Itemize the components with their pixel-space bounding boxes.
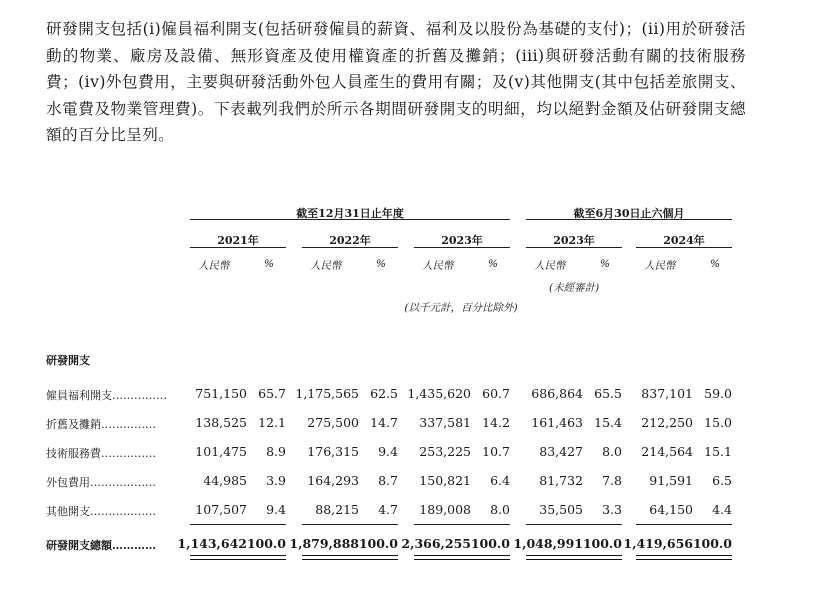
amount-cell: 1,879,888 [289, 536, 359, 551]
percent-cell: 9.4 [266, 502, 286, 517]
row-label: 折舊及攤銷…………… [46, 418, 156, 431]
percent-cell: 14.7 [370, 415, 398, 430]
year-rule [636, 247, 732, 248]
year-header-2022: 2022年 [329, 234, 371, 247]
amount-cell: 1,048,991 [513, 536, 583, 551]
percent-cell: 65.7 [258, 386, 286, 401]
amount-cell: 837,101 [641, 386, 693, 401]
percent-cell: 12.1 [258, 415, 286, 430]
amount-cell: 212,250 [641, 415, 693, 430]
amount-cell: 91,591 [649, 473, 693, 488]
amount-cell: 1,435,620 [407, 386, 471, 401]
amount-cell: 337,581 [419, 415, 471, 430]
total-row-label: 研發開支總額………… [46, 539, 156, 552]
year-rule [302, 247, 398, 248]
col-rmb: 人民幣 [422, 260, 454, 272]
amount-cell: 101,475 [195, 444, 247, 459]
percent-cell: 100.0 [358, 536, 398, 551]
amount-cell: 64,150 [649, 502, 693, 517]
percent-cell: 65.5 [594, 386, 622, 401]
percent-cell: 6.5 [712, 473, 732, 488]
row-label: 技術服務費…………… [46, 447, 156, 460]
percent-cell: 100.0 [582, 536, 622, 551]
percent-cell: 3.3 [602, 502, 622, 517]
amount-cell: 1,175,565 [295, 386, 359, 401]
amount-cell: 83,427 [539, 444, 583, 459]
amount-cell: 44,985 [203, 473, 247, 488]
intro-paragraph: 研發開支包括(i)僱員福利開支(包括研發僱員的薪資、福利及以股份為基礎的支付)；(ii)用於研發活動的物業、廠房及設備、無形資產及使用權資產的折舊及攤銷；(iii)與研發活動有關的技術服務費；(iv)外包費用，主要與研發活動外包人員產生的費用有關；及(v)其他開支(其中包括差旅開支、水電費及物業管理費)。下表載列我們於所示各期間研發開支的明細，均以絕對金額及佔研發開支總額的百分比呈列。 [46, 20, 746, 145]
year-rule [190, 247, 286, 248]
percent-cell: 4.4 [712, 502, 732, 517]
total-double-rule [636, 555, 732, 560]
year-header-2024-h1: 2024年 [663, 234, 705, 247]
percent-cell: 3.9 [266, 473, 286, 488]
subtotal-rule [302, 524, 398, 525]
group-rule-half [526, 219, 732, 220]
amount-cell: 164,293 [307, 473, 359, 488]
percent-cell: 9.4 [378, 444, 398, 459]
percent-cell: 59.0 [704, 386, 732, 401]
col-rmb: 人民幣 [644, 260, 676, 272]
amount-cell: 88,215 [315, 502, 359, 517]
amount-cell: 275,500 [307, 415, 359, 430]
col-pct: % [264, 258, 274, 270]
amount-cell: 81,732 [539, 473, 583, 488]
total-double-rule [526, 555, 622, 560]
col-pct: % [710, 258, 720, 270]
subtotal-rule [526, 524, 622, 525]
col-rmb: 人民幣 [198, 260, 230, 272]
col-rmb: 人民幣 [534, 260, 566, 272]
percent-cell: 8.0 [490, 502, 510, 517]
percent-cell: 8.9 [266, 444, 286, 459]
section-title: 研發開支 [46, 354, 90, 367]
percent-cell: 8.7 [378, 473, 398, 488]
year-header-2023-h1: 2023年 [553, 234, 595, 247]
amount-cell: 253,225 [419, 444, 471, 459]
percent-cell: 100.0 [692, 536, 732, 551]
amount-cell: 161,463 [531, 415, 583, 430]
amount-cell: 150,821 [419, 473, 471, 488]
amount-cell: 751,150 [195, 386, 247, 401]
percent-cell: 15.0 [704, 415, 732, 430]
amount-cell: 35,505 [539, 502, 583, 517]
percent-cell: 15.4 [594, 415, 622, 430]
subtotal-rule [190, 524, 286, 525]
col-pct: % [600, 258, 610, 270]
percent-cell: 4.7 [378, 502, 398, 517]
amount-cell: 686,864 [531, 386, 583, 401]
total-double-rule [302, 555, 398, 560]
col-rmb: 人民幣 [310, 260, 342, 272]
amount-cell: 189,008 [419, 502, 471, 517]
col-pct: % [376, 258, 386, 270]
percent-cell: 100.0 [246, 536, 286, 551]
percent-cell: 7.8 [602, 473, 622, 488]
unaudited-note: (未經審計) [549, 282, 600, 294]
amount-cell: 214,564 [641, 444, 693, 459]
row-label: 其他開支……………… [46, 505, 156, 518]
subtotal-rule [414, 524, 510, 525]
unit-note: (以千元計，百分比除外) [404, 302, 518, 314]
amount-cell: 1,143,642 [177, 536, 247, 551]
percent-cell: 60.7 [482, 386, 510, 401]
percent-cell: 8.0 [602, 444, 622, 459]
percent-cell: 14.2 [482, 415, 510, 430]
percent-cell: 6.4 [490, 473, 510, 488]
year-header-2023: 2023年 [441, 234, 483, 247]
total-double-rule [190, 555, 286, 560]
year-rule [414, 247, 510, 248]
percent-cell: 10.7 [482, 444, 510, 459]
percent-cell: 62.5 [370, 386, 398, 401]
col-pct: % [488, 258, 498, 270]
percent-cell: 100.0 [470, 536, 510, 551]
year-rule [526, 247, 622, 248]
amount-cell: 1,419,656 [623, 536, 693, 551]
row-label: 僱員福利開支…………… [46, 389, 167, 402]
group-rule-year [190, 219, 510, 220]
row-label: 外包費用……………… [46, 476, 156, 489]
group-header-year: 截至12月31日止年度 [296, 207, 404, 220]
total-double-rule [414, 555, 510, 560]
percent-cell: 15.1 [704, 444, 732, 459]
amount-cell: 176,315 [307, 444, 359, 459]
group-header-half: 截至6月30日止六個月 [573, 207, 685, 220]
amount-cell: 2,366,255 [401, 536, 471, 551]
amount-cell: 107,507 [195, 502, 247, 517]
year-header-2021: 2021年 [217, 234, 259, 247]
amount-cell: 138,525 [195, 415, 247, 430]
subtotal-rule [636, 524, 732, 525]
